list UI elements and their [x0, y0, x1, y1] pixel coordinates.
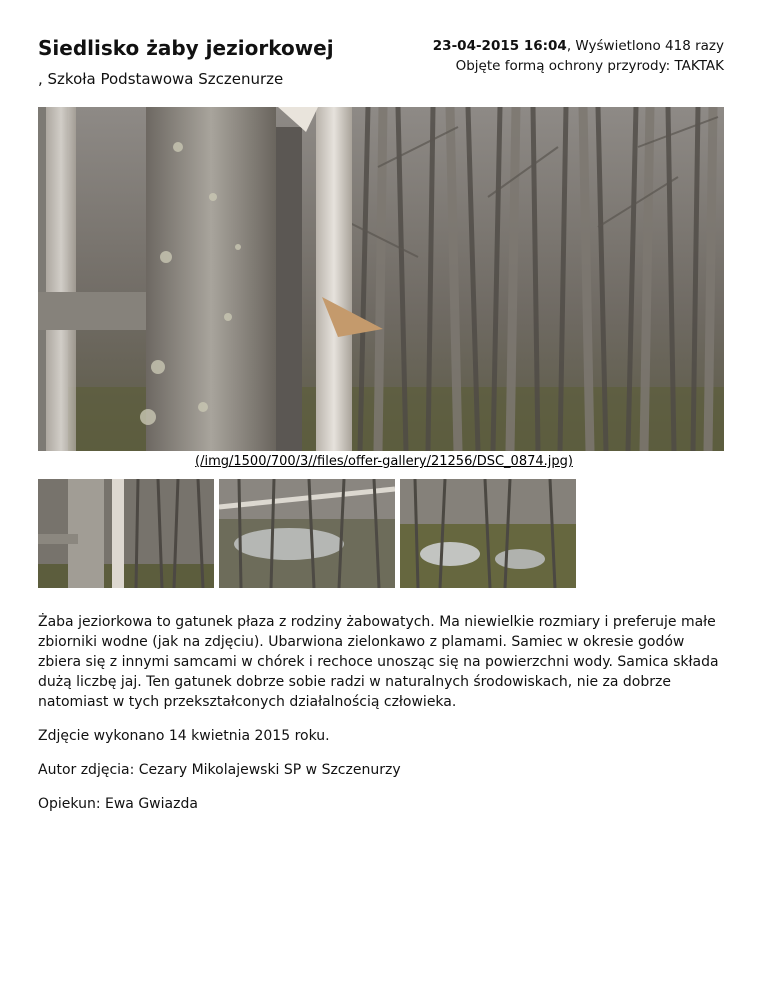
image-caption: [0, 454, 768, 469]
description-paragraph: Żaba jeziorkowa to gatunek płaza z rodziny żabowatych. Ma niewielkie rozmiary i preferuje małe zbiorniki wodne (jak na zdjęciu). Ubarwiona zielonkawo z plamami. Samiec w okresie godów zbiera się z innymi samcami w chórek i rechoce unosząc się na powierzchni wody. Samica składa dużą liczbę jaj. Ten gatunek dobrze sobie radzi w naturalnych środowiskach, nie za dobrze natomiast w tych przekształconych działalnością człowieka.: [38, 614, 719, 710]
supervisor: Opiekun: Ewa Gwiazda: [38, 796, 198, 812]
main-photo[interactable]: [38, 107, 724, 451]
gallery-thumbnail-3[interactable]: [400, 479, 576, 588]
protection-status: Objęte formą ochrony przyrody: TAKTAK: [455, 58, 724, 74]
school-name: , Szkoła Podstawowa Szczenurze: [38, 70, 284, 88]
post-meta: [433, 36, 724, 76]
view-count: , Wyświetlono 418 razy: [566, 38, 724, 54]
full-image-link[interactable]: (/img/1500/700/3//files/offer-gallery/21256/DSC_0874.jpg): [195, 454, 573, 469]
page-title: Siedlisko żaby jeziorkowej: [38, 36, 334, 60]
post-date: 23-04-2015 16:04: [432, 38, 567, 54]
gallery-thumbnail-1[interactable]: [38, 479, 214, 588]
photo-author: Autor zdjęcia: Cezary Mikolajewski SP w Szczenurzy: [38, 762, 401, 778]
photo-date: Zdjęcie wykonano 14 kwietnia 2015 roku.: [38, 728, 330, 744]
gallery-thumbnail-2[interactable]: [219, 479, 395, 588]
